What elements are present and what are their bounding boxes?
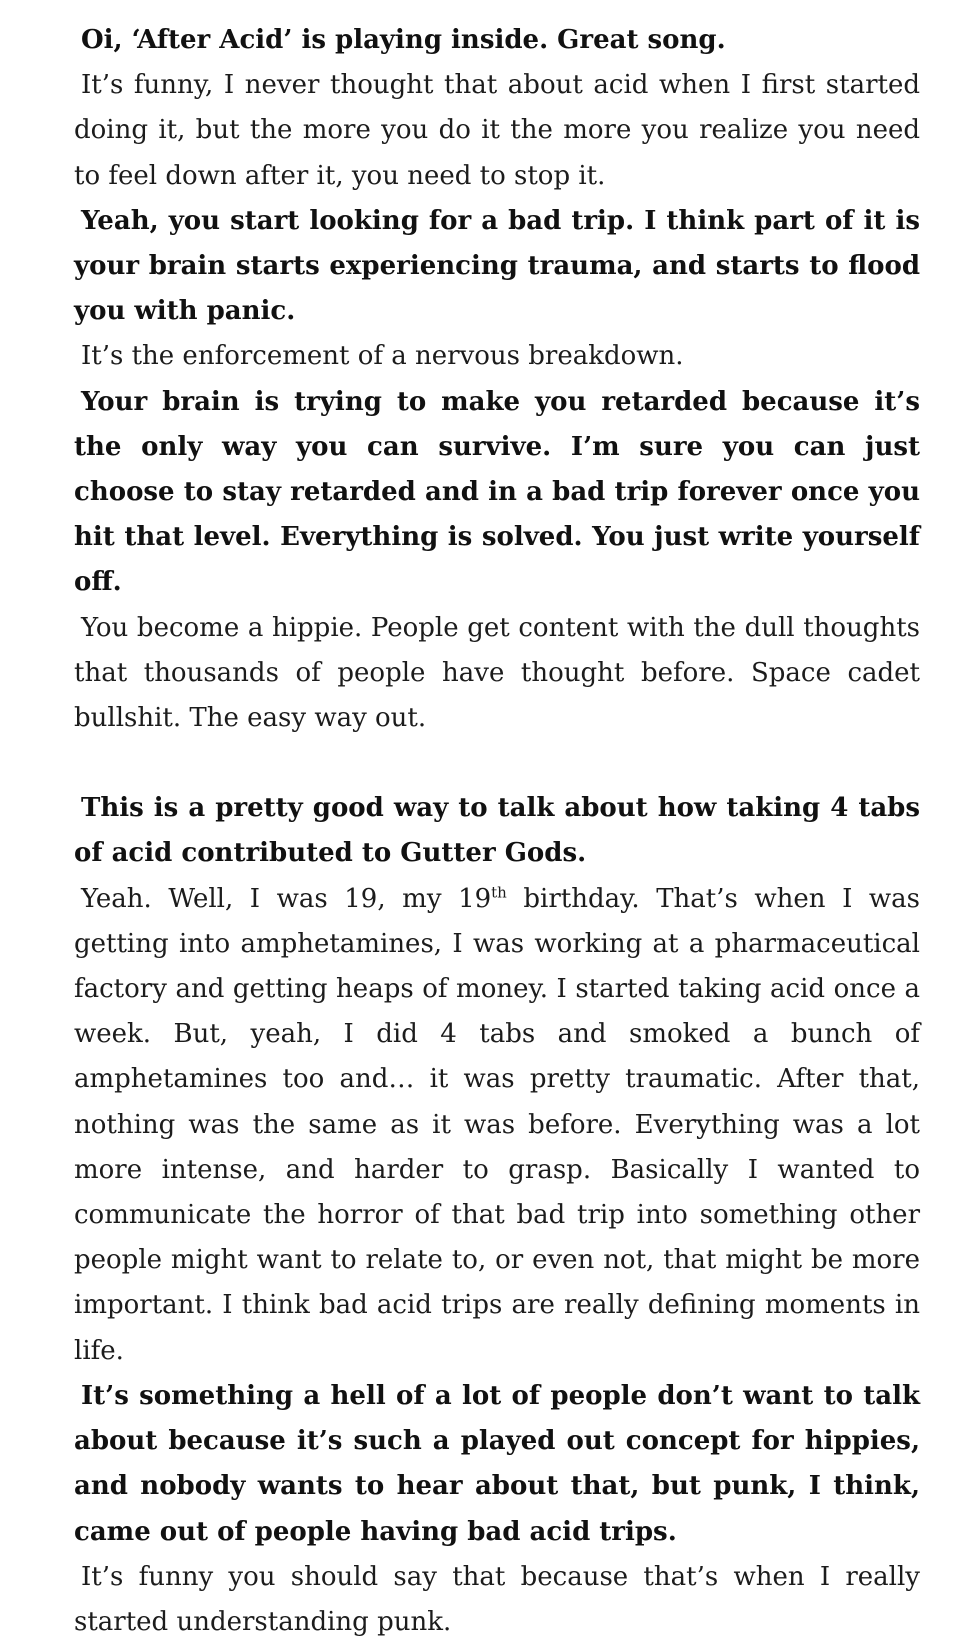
section-spacer bbox=[74, 741, 920, 786]
interviewer-question: This is a pretty good way to talk about how taking 4 tabs of acid contributed to Gutter Gods. bbox=[74, 793, 920, 869]
interviewee-answer: It’s the enforcement of a nervous breakdown. bbox=[81, 341, 684, 372]
interview-page bbox=[74, 18, 920, 1645]
interviewee-answer: You become a hippie. People get content with the dull thoughts that thousands of people have thought before. Space cadet bullshit. The easy way out. bbox=[74, 612, 920, 734]
ordinal-suffix: th bbox=[491, 883, 507, 901]
answer-text-rest: birthday. That’s when I was getting into amphetamines, I was working at a pharmaceutical factory and getting heaps of money. I started taking acid once a week. But, yeah, I did 4 tabs and smoked a bunch of amphetamines too and… it was pretty traumatic. After that, nothing was the same as it was before. Everything was a lot more intense, and harder to grasp. Basically I wanted to communicate the horror of that bad trip into something other people might want to relate to, or even not, that might be more important. I think bad acid trips are really defining moments in life. bbox=[74, 883, 920, 1366]
interviewer-question: Your brain is trying to make you retarded because it’s the only way you can survive. I’m sure you can just choose to stay retarded and in a bad trip forever once you hit that level. Everything is solved. You just write yourself off. bbox=[74, 386, 920, 598]
answer-text-start: Yeah. Well, I was 19, my 19 bbox=[81, 883, 492, 914]
interviewee-answer: It’s funny, I never thought that about acid when I first started doing it, but the more you do it the more you realize you need to feel down after it, you need to stop it. bbox=[74, 70, 920, 191]
interviewer-question: It’s something a hell of a lot of people don’t want to talk about because it’s such a played out concept for hippies, and nobody wants to hear about that, but punk, I think, came out of people having bad acid trips. bbox=[74, 1380, 920, 1547]
interviewee-answer: It’s funny you should say that because that’s when I really started understanding punk. bbox=[74, 1561, 920, 1637]
interviewer-question: Oi, ‘After Acid’ is playing inside. Great song. bbox=[81, 25, 726, 55]
interviewer-question: Yeah, you start looking for a bad trip. I think part of it is your brain starts experiencing trauma, and starts to flood you with panic. bbox=[74, 205, 920, 327]
interviewee-answer bbox=[74, 877, 920, 1374]
